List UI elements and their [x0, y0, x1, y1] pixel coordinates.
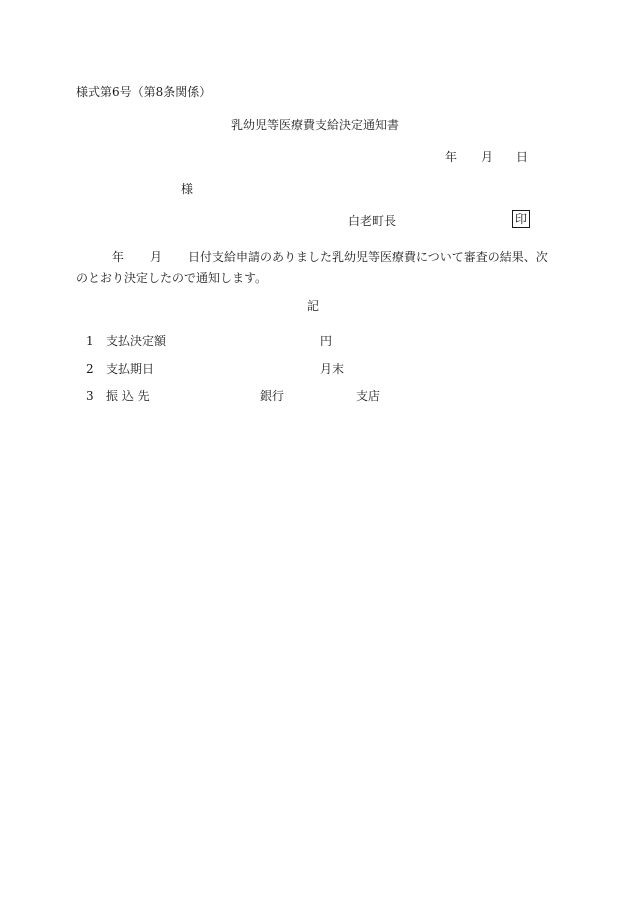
- date-month-label: 月: [481, 150, 494, 164]
- item-unit-yen: 円: [320, 334, 333, 348]
- addressee-suffix: 様: [181, 182, 194, 196]
- seal-mark: 印: [512, 210, 530, 228]
- notice-body: [76, 247, 556, 289]
- item-bank-label: 銀行: [260, 389, 285, 403]
- record-heading: 記: [307, 299, 320, 313]
- issuer-name: 白老町長: [348, 214, 397, 228]
- item-number: 1: [86, 334, 94, 348]
- body-year-label: 年: [112, 250, 125, 264]
- item-label-transfer-destination: 振 込 先: [106, 389, 150, 403]
- item-label-payment-date: 支払期日: [106, 362, 155, 376]
- item-unit-month-end: 月末: [320, 362, 345, 376]
- form-number: 様式第6号（第8条関係）: [76, 85, 212, 99]
- item-number: 2: [86, 362, 94, 376]
- item-branch-label: 支店: [356, 389, 381, 403]
- date-day-label: 日: [516, 150, 529, 164]
- body-month-label: 月: [150, 250, 163, 264]
- item-number: 3: [86, 389, 94, 403]
- item-label-payment-amount: 支払決定額: [106, 334, 167, 348]
- date-year-label: 年: [445, 150, 458, 164]
- document-title: 乳幼児等医療費支給決定通知書: [230, 118, 399, 132]
- body-text: 日付支給申請のありました乳幼児等医療費について審査の結果、次のとおり決定したので通知します。: [76, 250, 548, 285]
